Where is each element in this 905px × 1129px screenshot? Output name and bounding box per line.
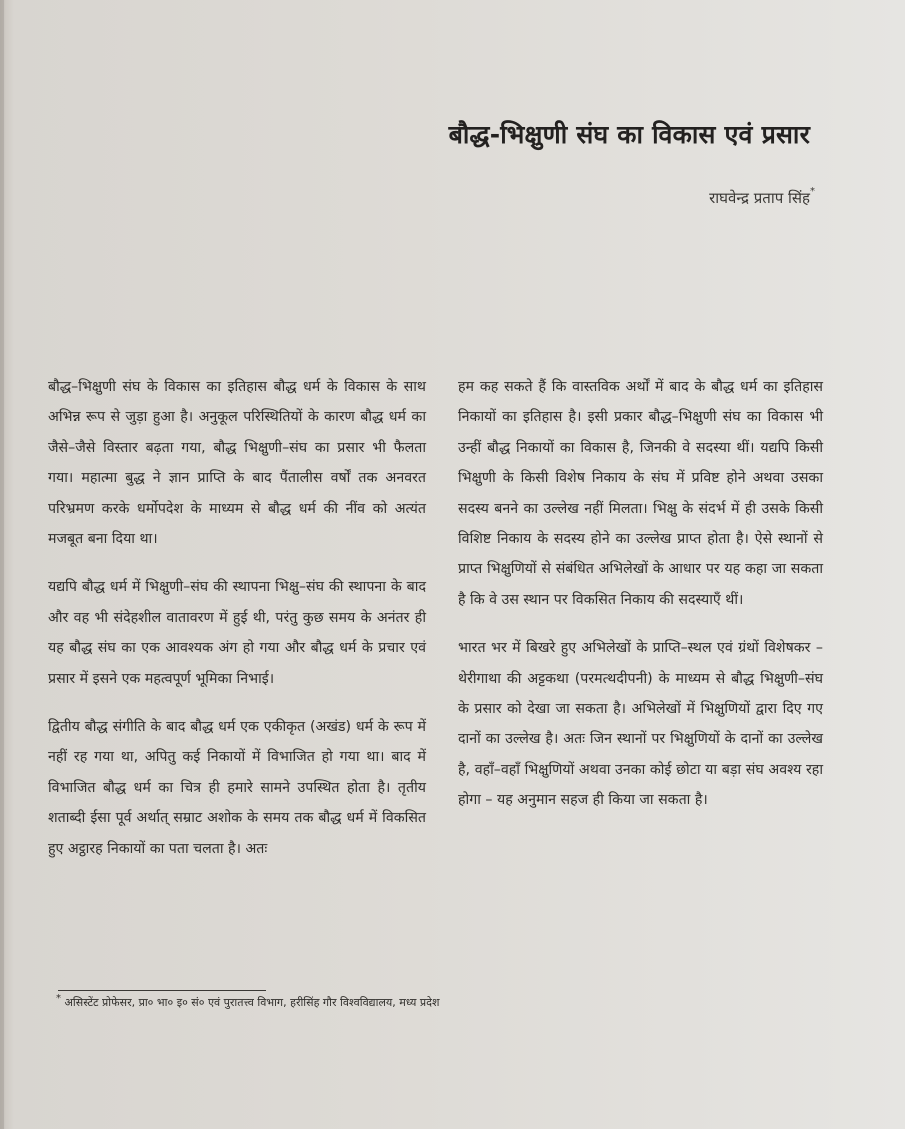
left-column	[48, 372, 426, 882]
right-column	[458, 372, 823, 834]
paragraph: यद्यपि बौद्ध धर्म में भिक्षुणी–संघ की स्थापना भिक्षु–संघ की स्थापना के बाद और वह भी संदेहशील वातावरण में हुई थी, परंतु कुछ समय के अनंतर ही यह बौद्ध संघ का एक आवश्यक अंग हो गया और बौद्ध धर्म के प्रचार एवं प्रसार में इसने एक महत्वपूर्ण भूमिका निभाई।	[48, 579, 426, 687]
paragraph: भारत भर में बिखरे हुए अभिलेखों के प्राप्ति–स्थल एवं ग्रंथों विशेषकर – थेरीगाथा की अट्टकथा (परमत्थदीपनी) के माध्यम से बौद्ध भिक्षुणी–संघ के प्रसार को देखा जा सकता है। अभिलेखों में भिक्षुणियों द्वारा दिए गए दानों का उल्लेख है। अतः जिन स्थानों पर भिक्षुणियों के दानों का उल्लेख है, वहाँ–वहाँ भिक्षुणियों अथवा उनका कोई छोटा या बड़ा संघ अवश्य रहा होगा – यह अनुमान सहज ही किया जा सकता है।	[458, 640, 823, 809]
footnote-divider	[58, 990, 266, 991]
footnote	[56, 995, 439, 1010]
footnote-text: असिस्टेंट प्रोफेसर, प्रा० भा० इ० सं० एवं पुरातत्त्व विभाग, हरीसिंह गौर विश्वविद्यालय, मध्य प्रदेश	[64, 996, 440, 1009]
author-name: राघवेन्द्र प्रताप सिंह	[709, 189, 810, 207]
author-footnote-marker: *	[810, 186, 815, 197]
paragraph: बौद्ध–भिक्षुणी संघ के विकास का इतिहास बौद्ध धर्म के विकास के साथ अभिन्न रूप से जुड़ा हुआ है। अनुकूल परिस्थितियों के कारण बौद्ध धर्म का जैसे–जैसे विस्तार बढ़ता गया, बौद्ध भिक्षुणी–संघ का प्रसार भी फैलता गया। महात्मा बुद्ध ने ज्ञान प्राप्ति के बाद पैंतालीस वर्षों तक अनवरत परिभ्रमण करके धर्मोपदेश के माध्यम से बौद्ध धर्म की नींव को अत्यंत मजबूत बना दिया था।	[48, 379, 426, 548]
article-author	[709, 188, 815, 208]
article-title: बौद्ध-भिक्षुणी संघ का विकास एवं प्रसार	[448, 119, 810, 149]
paragraph: हम कह सकते हैं कि वास्तविक अर्थों में बाद के बौद्ध धर्म का इतिहास निकायों का इतिहास है। इसी प्रकार बौद्ध–भिक्षुणी संघ का विकास भी उन्हीं बौद्ध निकायों का विकास है, जिनकी वे सदस्या थीं। यद्यपि किसी भिक्षुणी के किसी विशेष निकाय के संघ में प्रविष्ट होने अथवा उसका सदस्य बनने का उल्लेख नहीं मिलता। भिक्षु के संदर्भ में ही उसके किसी विशिष्ट निकाय के सदस्य होने का उल्लेख प्राप्त होता है। ऐसे स्थानों से प्राप्त भिक्षुणियों से संबंधित अभिलेखों के आधार पर यह कहा जा सकता है कि वे उस स्थान पर विकसित निकाय की सदस्याएँ थीं।	[458, 379, 823, 608]
paragraph: द्वितीय बौद्ध संगीति के बाद बौद्ध धर्म एक एकीकृत (अखंड) धर्म के रूप में नहीं रह गया था, अपितु कई निकायों में विभाजित हो गया था। बाद में विभाजित बौद्ध धर्म का चित्र ही हमारे सामने उपस्थित होता है। तृतीय शताब्दी ईसा पूर्व अर्थात् सम्राट अशोक के समय तक बौद्ध धर्म में विकसित हुए अट्ठारह निकायों का पता चलता है। अतः	[48, 719, 426, 857]
footnote-marker: *	[56, 993, 61, 1004]
